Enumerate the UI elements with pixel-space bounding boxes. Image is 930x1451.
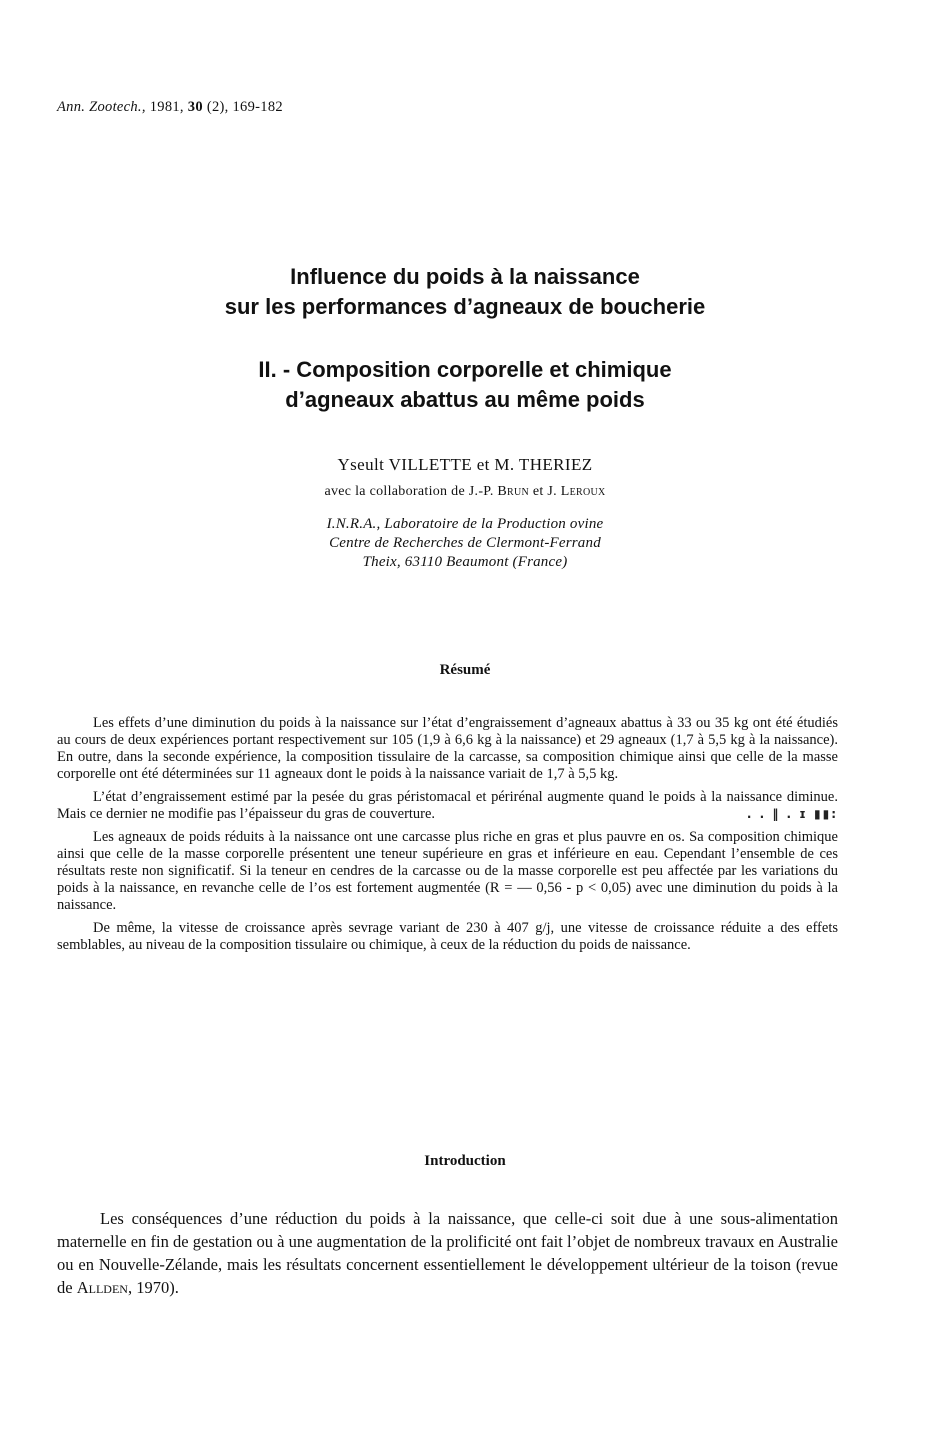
authors: Yseult VILLETTE et M. THERIEZ bbox=[337, 455, 593, 474]
abstract-body bbox=[57, 715, 838, 960]
article-title-line-2: sur les performances d’agneaux de boucherie bbox=[224, 294, 706, 319]
collaborator-name-brun: Brun bbox=[497, 484, 530, 499]
abstract-paragraph-2-text: L’état d’engraissement estimé par la pesée du gras péristomacal et périrénal augmente quand le poids à la naissance diminue. Mais ce dernier ne modifie pas l’épaisseur du gras de couverture. bbox=[57, 789, 838, 822]
abstract-paragraph-3: Les agneaux de poids réduits à la naissance ont une carcasse plus riche en gras et plus pauvre en os. Sa composition chimique ainsi que celle de la masse corporelle présentent une teneur supérieure en gras et inférieure en eau. Cependant l’ensemble de ces résultats reste non significatif. Si la teneur en cendres de la carcasse ou de la masse corporelle est peu affectée par les variations du poids à la naissance, en revanche celle de l’os est fortement augmentée (R = — 0,56 - p < 0,05) avec une diminution du poids à la naissance. bbox=[57, 829, 838, 913]
introduction-body bbox=[57, 1207, 838, 1299]
introduction-text-end: , 1970). bbox=[127, 1278, 179, 1297]
journal-volume: 30 bbox=[187, 99, 203, 115]
abstract-paragraph-4: De même, la vitesse de croissance après sevrage variant de 230 à 407 g/j, une vitesse de croissance réduite a des effets semblables, au niveau de la composition tissulaire ou chimique, à ceux de la réduction du poids de naissance. bbox=[57, 920, 838, 953]
affiliation-line-1: I.N.R.A., Laboratoire de la Production ovine bbox=[326, 516, 604, 532]
collaboration-middle: et J. bbox=[529, 484, 561, 499]
citation-author: Allden bbox=[76, 1278, 128, 1297]
article-subtitle-line-1: II. - Composition corporelle et chimique bbox=[258, 357, 672, 382]
journal-year: 1981, bbox=[149, 99, 184, 115]
collaboration-prefix: avec la collaboration de J.-P. bbox=[324, 484, 498, 499]
affiliation-line-3: Theix, 63110 Beaumont (France) bbox=[362, 554, 568, 570]
scan-artifact: . . ‖ . ɪ ▮▮: bbox=[746, 807, 838, 821]
article-subtitle bbox=[0, 355, 930, 415]
introduction-heading: Introduction bbox=[424, 1153, 506, 1169]
abstract-paragraph-1: Les effets d’une diminution du poids à la naissance sur l’état d’engraissement d’agneaux abattus à 33 ou 35 kg ont été étudiés au cours de deux expériences portant respectivement sur 105 (1,9 à 6,6 kg à la naissance) et 29 agneaux (1,7 à 5,5 kg à la naissance). En outre, dans la seconde expérience, la composition tissulaire de la carcasse, sa composition chimique ainsi que celle de la masse corporelle ont été déterminées sur 11 agneaux dont le poids à la naissance variait de 1,7 à 5,5 kg. bbox=[57, 715, 838, 782]
journal-reference bbox=[57, 99, 283, 116]
article-title-line-1: Influence du poids à la naissance bbox=[290, 264, 640, 289]
article-subtitle-line-2: d’agneaux abattus au même poids bbox=[285, 387, 645, 412]
abstract-heading: Résumé bbox=[439, 662, 491, 678]
introduction-text: Les conséquences d’une réduction du poids à la naissance, que celle-ci soit due à une sous-alimentation maternelle en fin de gestation ou à une augmentation de la prolificité ont fait l’objet de nombreux travaux en Australie ou en Nouvelle-Zélande, mais les résultats concernent essentiellement le développement ultérieur de la toison (revue de bbox=[57, 1209, 838, 1297]
collaboration-line bbox=[0, 484, 930, 500]
journal-name: Ann. Zootech., bbox=[57, 99, 146, 115]
collaborator-name-leroux: Leroux bbox=[560, 484, 606, 499]
article-title bbox=[0, 262, 930, 322]
affiliation-line-2: Centre de Recherches de Clermont-Ferrand bbox=[329, 535, 601, 551]
introduction-paragraph bbox=[57, 1207, 838, 1299]
abstract-paragraph-2 bbox=[57, 789, 838, 823]
affiliation bbox=[0, 515, 930, 572]
journal-issue-pages: (2), 169-182 bbox=[206, 99, 283, 115]
